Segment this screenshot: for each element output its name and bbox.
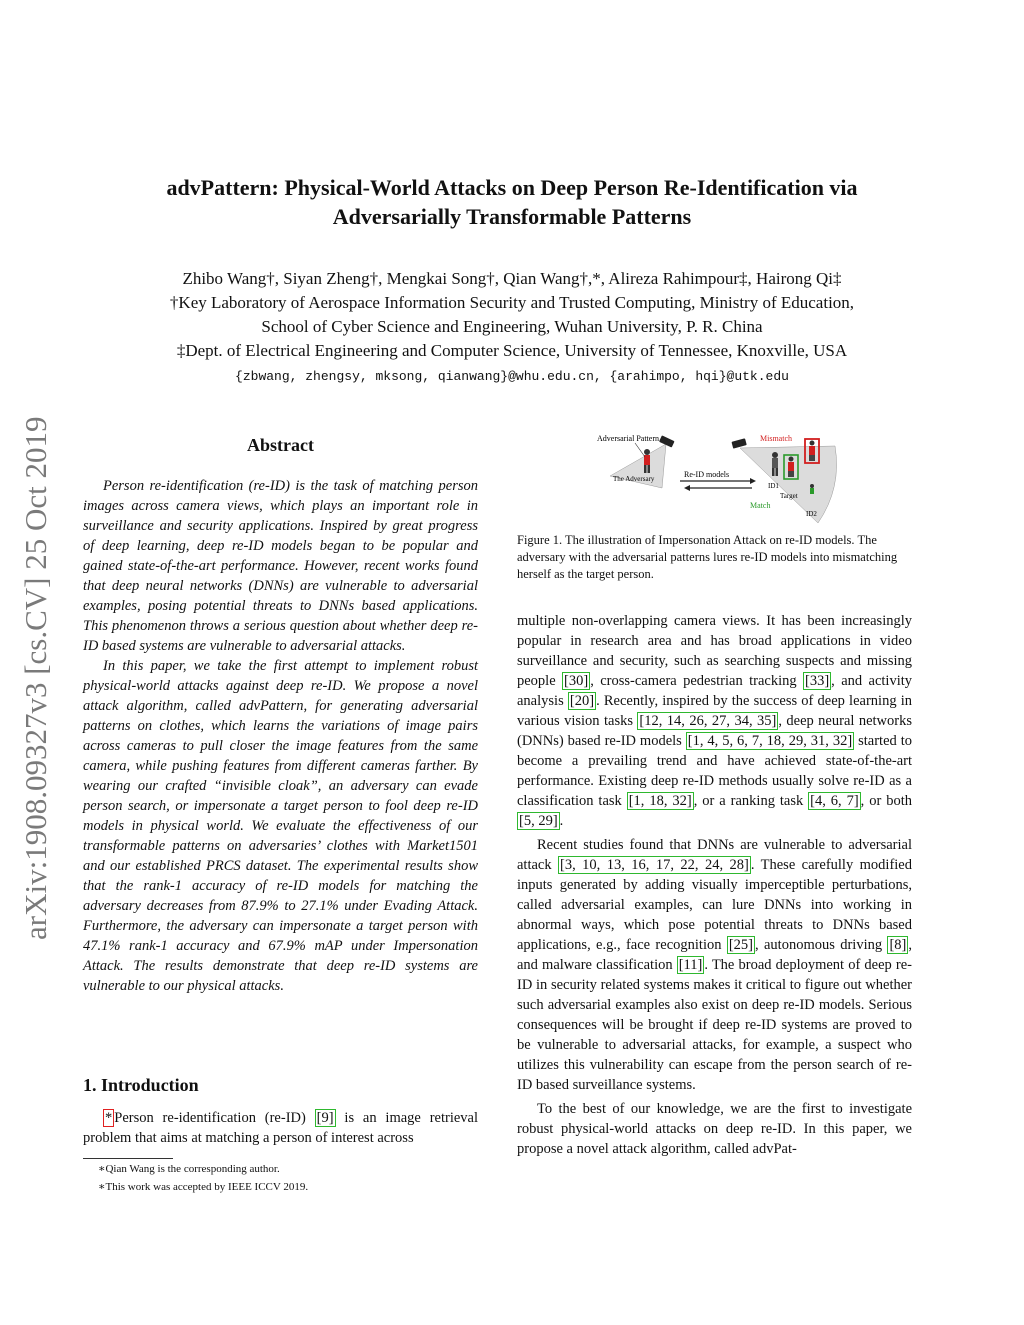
text-span: , and malware classification [517,937,912,973]
citation-link[interactable]: [8] [889,937,907,953]
footnote-divider [83,1158,173,1159]
text-span: . These carefully modified inputs generated by adding visually imperceptible perturbations, called adversarial examples, can lure DNNs into working in abnormal ways, which pose potential threats to DNNs based applications, e.g., face recognition [517,857,912,953]
arxiv-id: arXiv:1908.09327v3 [cs.CV] 25 Oct 2019 [18,416,53,940]
text-span: , cross-camera pedestrian tracking [590,673,803,689]
section-heading-introduction: 1. Introduction [83,1075,199,1095]
author-block [80,267,944,363]
citation-link[interactable]: [1, 18, 32] [628,793,692,809]
label-the-adversary: The Adversary [613,475,655,483]
text-span: . The broad deployment of deep re-ID in security related systems makes it critical to figure out whether such adversarial examples also exist on deep re-ID models. Serious consequences will be brought if deep re-ID systems are proved to be vulnerable to adversarial attacks, for example, a suspect who utilizes this vulnerability can escape from the person search of re-ID based surveillance systems. [517,957,912,1093]
label-match: Match [750,501,771,510]
author-emails: {zbwang, zhengsy, mksong, qianwang}@whu.edu.cn, {arahimpo, hqi}@utk.edu [235,369,789,384]
text-span: . Recently, inspired by the success of deep learning in various vision tasks [517,693,913,729]
figure-1 [580,428,845,528]
text-span: , autonomous driving [755,937,888,953]
figure-1-illustration [580,428,845,528]
citation-link[interactable]: [9] [316,1110,334,1126]
arrowhead-left [684,485,690,491]
abstract-paragraph-1: Person re-identification (re-ID) is the task of matching person images across camera views, which plays an important role in surveillance and security applications. Inspired by great progress of deep learning, deep re-ID models began to be popular and gained state-of-the-art performance. However, recent works found that deep neural networks (DNNs) are vulnerable to adversarial examples, posing potential threats to DNNs based applications. This phenomenon throws a serious question about whether deep re-ID based systems are vulnerable to adversarial attacks. [83,478,478,654]
affiliation-2: ‡Dept. of Electrical Engineering and Computer Science, University of Tennessee, Knoxville, USA [176,341,848,360]
right-paragraph-1 [517,611,912,831]
footnote-1: ∗Qian Wang is the corresponding author. [98,1163,280,1175]
text-span: Recent studies found that DNNs are vulnerable to adversarial attack [517,837,912,873]
citation-link[interactable]: [3, 10, 13, 16, 17, 22, 24, 28] [560,857,749,873]
citation-link[interactable]: [4, 6, 7] [810,793,859,809]
text-span: , and activity analysis [517,673,913,709]
right-paragraph-2 [517,835,912,1095]
title-line-1: advPattern: Physical-World Attacks on Deep Person Re-Identification via [166,175,858,200]
right-column-body [517,611,912,1159]
label-mismatch: Mismatch [760,434,792,443]
label-adversarial-pattern: Adversarial Pattern [597,434,659,443]
small-person [810,484,814,494]
affiliation-1-line-2: School of Cyber Science and Engineering, Wuhan University, P. R. China [261,317,763,336]
text-span: started to become a prevailing trend and have achieved state-of-the-art performance. Existing deep re-ID methods usually solve re-ID as a classification task [517,733,912,809]
left-camera-icon [659,435,675,447]
citation-link[interactable]: [11] [678,957,703,973]
title-line-2: Adversarially Transformable Patterns [332,204,692,229]
abstract-heading: Abstract [247,435,314,455]
arxiv-stamp [10,350,53,940]
citation-link[interactable]: [25] [728,937,753,953]
affiliation-1-line-1: †Key Laboratory of Aerospace Information Security and Trusted Computing, Ministry of Education, [169,293,855,312]
citation-link[interactable]: [5, 29] [519,813,558,829]
right-camera-view [740,446,837,523]
introduction-paragraph-1 [83,1108,478,1148]
citation-link[interactable]: [33] [805,673,830,689]
citation-link[interactable]: [12, 14, 26, 27, 34, 35] [639,713,777,729]
label-target: Target [780,492,798,500]
text-span: is an image retrieval problem that aims at matching a person of interest across [83,1110,478,1146]
text-span: . [559,813,564,829]
authors-line: Zhibo Wang†, Siyan Zheng†, Mengkai Song†, Qian Wang†,*, Alireza Rahimpour‡, Hairong Qi‡ [182,269,842,288]
arrowhead-right [750,478,756,484]
abstract-body [83,476,478,996]
paper-title [80,173,944,231]
text-span: , or both [860,793,913,809]
abstract-paragraph-2: In this paper, we take the first attempt to implement robust physical-world attacks against deep re-ID. We propose a novel attack algorithm, called advPattern, for generating adversarial patterns on clothes, which learns the variations of image pairs across cameras to pull closer the image features from the same camera, while pushing features from different cameras farther. By wearing our crafted “invisible cloak”, an adversary can evade person search, or impersonate a target person to fool deep re-ID models in physical world. We evaluate the effectiveness of our transformable patterns on adversaries’ clothes with Market1501 and our established PRCS dataset. The experimental results show that the rank-1 accuracy of re-ID models for matching the adversary decreases from 87.9% to 27.1% under Evading Attack. Furthermore, the adversary can impersonate a target person with 47.1% rank-1 accuracy and 67.9% mAP under Impersonation Attack. The results demonstrate that deep re-ID systems are vulnerable to our physical attacks. [83,658,478,994]
text-span: , deep neural networks (DNNs) based re-ID models [517,713,912,749]
citation-link[interactable]: [20] [569,693,595,709]
label-id2: ID2 [806,510,817,518]
citation-link[interactable]: [1, 4, 5, 6, 7, 18, 29, 31, 32] [687,733,853,749]
citation-link[interactable]: [30] [564,673,589,689]
footnote-link[interactable]: * [105,1110,113,1126]
label-id1: ID1 [768,482,779,490]
figure-1-caption: Figure 1. The illustration of Impersonation Attack on re-ID models. The adversary with the adversarial patterns lures re-ID models into mismatching herself as the target person. [517,533,898,581]
right-camera-icon [731,438,746,448]
footnote-2: ∗This work was accepted by IEEE ICCV 2019. [98,1181,309,1193]
text-span: multiple non-overlapping camera views. It has been increasingly popular in research area and has broad applications in video surveillance and security, such as searching suspects and missing people [517,613,912,689]
label-reid-models: Re-ID models [684,470,730,479]
right-paragraph-3: To the best of our knowledge, we are the first to investigate robust physical-world attacks on deep re-ID. In this paper, we propose a novel attack algorithm, called advPat- [517,1101,912,1157]
introduction-body [83,1108,478,1148]
text-span: , or a ranking task [693,793,809,809]
text-span: Person re-identification (re-ID) [114,1110,315,1126]
